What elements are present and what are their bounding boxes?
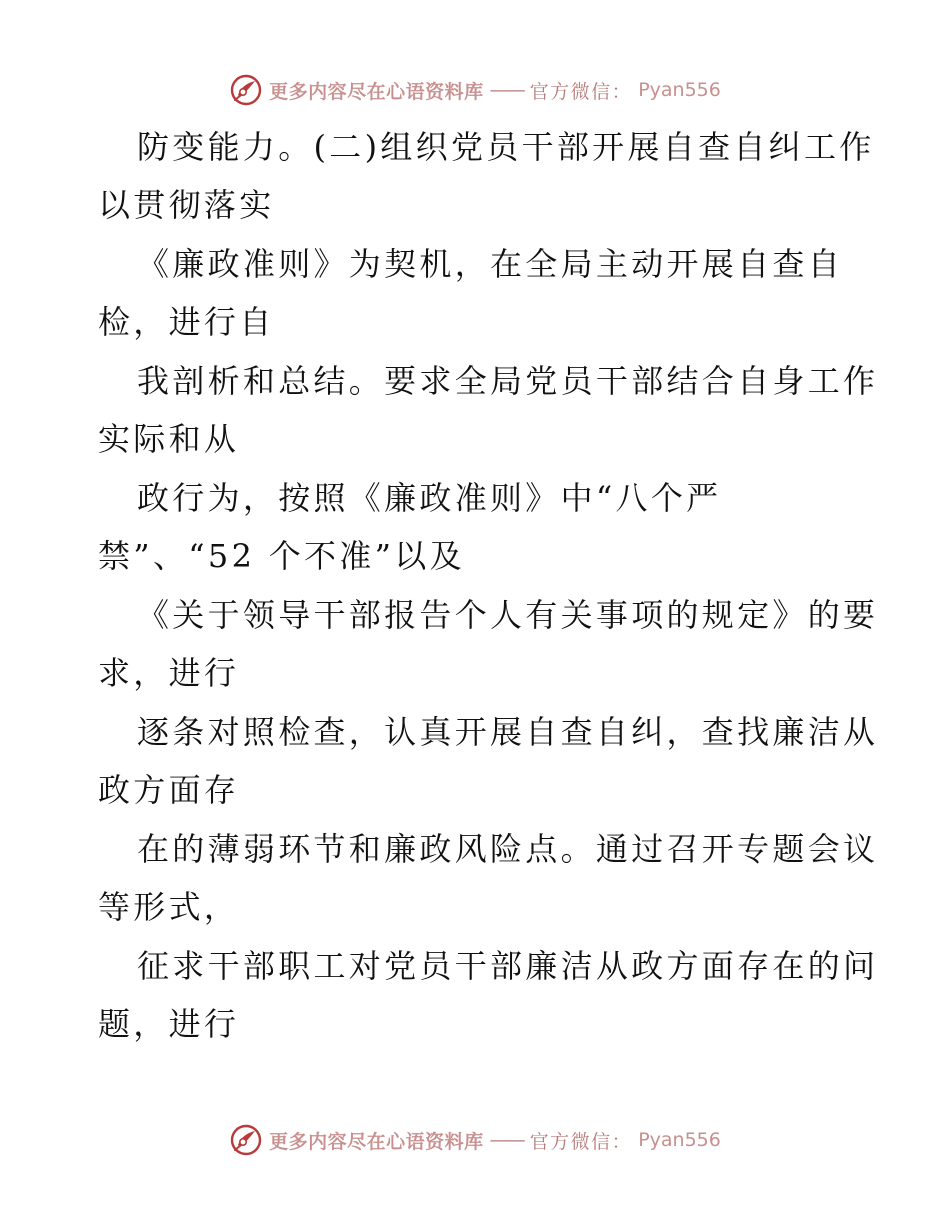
banner-wechat-label: 官方微信：: [529, 1130, 633, 1153]
body-line: 题，进行: [98, 1005, 240, 1043]
body-line: 我剖析和总结。要求全局党员干部结合自身工作: [137, 362, 879, 400]
body-line: 《廉政准则》为契机，在全局主动开展自查自: [137, 245, 844, 283]
banner-title: 更多内容尽在心语资料库: [269, 1130, 484, 1153]
banner-wechat-id: Pyan556: [638, 1129, 721, 1151]
body-line: 《关于领导干部报告个人有关事项的规定》的要: [137, 596, 879, 634]
body-line: 检，进行自: [98, 303, 275, 341]
body-line: 在的薄弱环节和廉政风险点。通过召开专题会议: [137, 830, 879, 868]
body-line: 求，进行: [98, 654, 240, 692]
body-line: 政行为，按照《廉政准则》中“八个严: [137, 479, 722, 517]
banner-dash: ——: [489, 1129, 524, 1151]
body-line: 禁”、“52 个不准”以及: [98, 537, 465, 575]
banner-title: 更多内容尽在心语资料库: [269, 80, 484, 103]
banner-wechat-label: 官方微信：: [529, 80, 633, 103]
body-line: 实际和从: [98, 420, 240, 458]
body-line: 逐条对照检查，认真开展自查自纠，查找廉洁从: [137, 713, 879, 751]
banner-dash: ——: [489, 79, 524, 101]
body-line: 以贯彻落实: [98, 186, 275, 224]
body-line: 等形式，: [98, 888, 240, 926]
header-banner: [0, 70, 950, 110]
footer-banner: [0, 1120, 950, 1160]
body-line: 防变能力。(二)组织党员干部开展自查自纠工作: [137, 128, 875, 166]
rose-pen-logo-icon: [229, 73, 263, 107]
body-line: 政方面存: [98, 771, 240, 809]
banner-wechat-id: Pyan556: [638, 79, 721, 101]
body-line: 征求干部职工对党员干部廉洁从政方面存在的问: [137, 947, 879, 985]
rose-pen-logo-icon: [229, 1123, 263, 1157]
